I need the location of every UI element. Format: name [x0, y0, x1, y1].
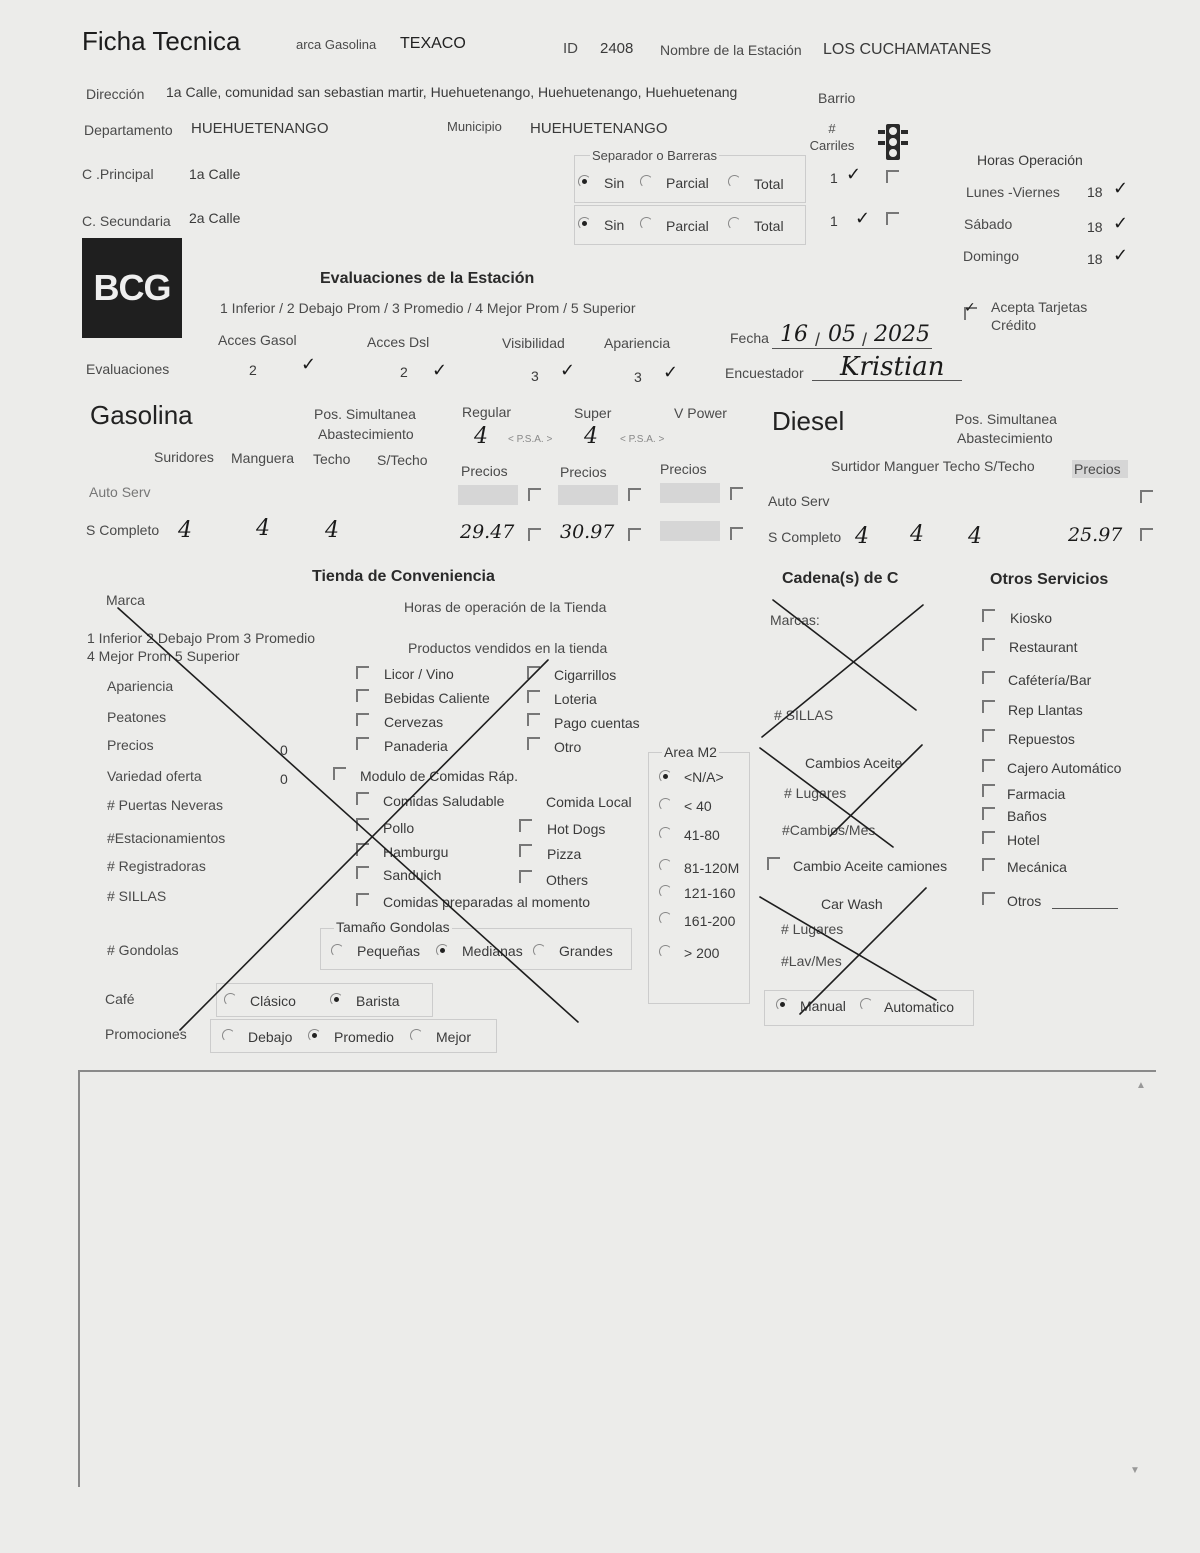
check-mark-icon: ✓	[663, 362, 679, 383]
mejor-label: Mejor	[436, 1029, 472, 1045]
diesel-pos-label-1: Pos. Simultanea	[955, 411, 1057, 427]
evaluations-scale: 1 Inferior / 2 Debajo Prom / 3 Promedio / 4 Mejor Prom / 5 Superior	[220, 300, 636, 316]
pequenas-label: Pequeñas	[357, 943, 421, 959]
otros-item-5: Cajero Automático	[1007, 760, 1122, 776]
loteria-label: Loteria	[554, 691, 597, 707]
regular-precios-label: Precios	[461, 463, 508, 479]
check-mark-icon: ✓	[1113, 213, 1129, 234]
muni-label: Municipio	[447, 119, 502, 134]
vis-label: Visibilidad	[502, 335, 565, 351]
promedio-label: Promedio	[334, 1029, 394, 1045]
preparadas-label: Comidas preparadas al momento	[383, 894, 590, 910]
otros-item-3: Rep Llantas	[1008, 702, 1083, 718]
diesel-full-techo: 4	[968, 524, 982, 549]
area-opt-3: 81-120M	[684, 860, 740, 876]
area-title: Area M2	[664, 744, 717, 760]
clasico-label: Clásico	[250, 993, 296, 1009]
diesel-full-mang: 4	[910, 522, 924, 547]
col-manguera: Manguera	[231, 450, 295, 466]
secondary-value: 2a Calle	[189, 210, 241, 226]
carwash-title: Car Wash	[821, 896, 883, 912]
area-opt-2: 41-80	[684, 827, 720, 843]
fecha-year: 2025	[874, 322, 930, 347]
debajo-label: Debajo	[248, 1029, 293, 1045]
comida-local-label: Comida Local	[546, 794, 632, 810]
tienda-scale-2: 4 Mejor Prom 5 Superior	[87, 648, 240, 664]
tienda-products-label: Productos vendidos en la tienda	[408, 640, 608, 656]
acc-dsl-label: Acces Dsl	[367, 334, 430, 350]
tienda-promos: Promociones	[105, 1026, 187, 1042]
otros-item-10: Otros	[1007, 893, 1042, 909]
tienda-gondolas: # Gondolas	[107, 942, 179, 958]
muni-value: HUEHUETENANGO	[530, 120, 668, 137]
otros-item-9: Mecánica	[1007, 859, 1067, 875]
encuestador-value: Kristian	[840, 352, 945, 382]
bebidas-label: Bebidas Caliente	[384, 690, 490, 706]
tienda-peatones: Peatones	[107, 709, 167, 725]
cadena-title: Cadena(s) de C	[782, 570, 899, 587]
regular-psa: < P.S.A. >	[508, 434, 553, 445]
secondary-label: C. Secundaria	[82, 213, 171, 229]
tienda-hours-label: Horas de operación de la Tienda	[404, 599, 607, 615]
pago-label: Pago cuentas	[554, 715, 640, 731]
fecha-day: 16	[780, 322, 808, 347]
tienda-precios-value: 0	[280, 742, 288, 758]
otros-item-6: Farmacia	[1007, 786, 1066, 802]
diesel-precios-label: Precios	[1074, 461, 1121, 477]
sep2-sin-label: Sin	[604, 217, 625, 233]
dept-label: Departamento	[84, 122, 173, 138]
tienda-estac: #Estacionamientos	[107, 830, 226, 846]
cervezas-label: Cervezas	[384, 714, 444, 730]
station-label: Nombre de la Estación	[660, 42, 802, 58]
super-precios-label: Precios	[560, 464, 607, 480]
app-label: Apariencia	[604, 335, 671, 351]
brand-value: TEXACO	[400, 35, 466, 52]
automatico-label: Automatico	[884, 999, 955, 1015]
encuestador-label: Encuestador	[725, 365, 804, 381]
tienda-variedad: Variedad oferta	[107, 768, 202, 784]
sep1-sin-label: Sin	[604, 175, 625, 191]
document-page: Ficha Tecnica arca Gasolina TEXACO ID 2408 Nombre de la Estación LOS CUCHAMATANES Dirección 1a Calle, comunidad san sebastian martir, Huehuetenango, Huehuetenango, Huehuetenang Barrio Departamento HUEHUETENANGO Municipio HUEHUETENANGO C .Principal 1a Calle C. Secundaria 2a Calle Separador o Barreras Sin Parcial Total Sin Parcial Total # Carriles 1 ✓ 1 ✓ Horas Operación Lunes -Viernes 18 ✓ Sábado 18 ✓ Domingo 18 ✓ BCG Evaluaciones de la Estación 1 Inferior / 2 Debajo Prom / 3 Promedio / 4 Mejor Prom / 5 Superior Acces Gasol Acces Dsl Visibilidad Apariencia Evaluaciones 2 ✓ 2 ✓ 3 ✓ 3 ✓ ✓ Acepta Tarjetas Crédito Fecha 16 / 05 / 2025 Encuestador Kristian Gasolina Pos. Simultanea Abastecimiento Regular 4 < P.S.A. > Super 4 < P.S.A. > V Power Suridores Manguera Techo S/Techo Precios Precios Precios Auto Serv S Completo 4 4 4 29.47 30.97 Diesel Pos. Simultanea Abastecimiento Surtidor Manguer Techo S/Techo Precios Auto Serv S Completo 4 4 4 25.97 Tienda de Conveniencia Marca Horas de operación de la Tienda 1 Inferior 2 Debajo Prom 3 Promedio 4 Mejor Prom 5 Superior Productos vendidos en la tienda Apariencia Peatones Precios 0 Variedad oferta 0 # Puertas Neveras #Estacionamientos # Registradoras # SILLAS # Gondolas Café Promociones Licor / Vino Bebidas Caliente Cervezas Panaderia Cigarrillos Loteria Pago cuentas Otro Modulo de Comidas Ráp. Comidas Saludable Comida Local Pollo Hot Dogs Hamburgu Pizza Sanduich Others Comidas preparadas al momento Tamaño Gondolas Pequeñas Medianas Grandes Clásico Barista Debajo Promedio Mejor Area M2 <N/A> < 40 41-80 81-120M 121-160 161-200 > 200 Cadena(s) de C Marcas: # SILLAS Cambios Aceite # Lugares #Cambios/Mes Cambio Aceite camiones Car Wash # Lugares #Lav/Mes Manual Automatico Otros Servicios Kiosko Restaurant Cafétería/Bar Rep Llantas Repuestos Cajero Automático Farmacia Baños Hotel Mecánica Otros ▲ ▼	[0, 0, 1200, 1553]
pizza-label: Pizza	[547, 846, 582, 862]
gas-full-mang: 4	[256, 516, 270, 541]
diesel-title: Diesel	[772, 406, 845, 436]
dept-value: HUEHUETENANGO	[191, 120, 329, 137]
otros-item-1: Restaurant	[1009, 639, 1078, 655]
check-mark-icon: ✓	[432, 360, 448, 381]
regular-pos: 4	[474, 424, 488, 449]
app-value: 3	[634, 369, 642, 385]
super-pos: 4	[584, 424, 598, 449]
super-psa: < P.S.A. >	[620, 434, 665, 445]
diesel-price: 25.97	[1068, 524, 1123, 546]
id-label: ID	[563, 40, 578, 57]
regular-label: Regular	[462, 404, 512, 420]
fecha-label: Fecha	[730, 330, 769, 346]
camiones-label: Cambio Aceite camiones	[793, 858, 948, 874]
otros-item-4: Repuestos	[1008, 731, 1075, 747]
tienda-title: Tienda de Conveniencia	[312, 568, 495, 585]
area-opt-4: 121-160	[684, 885, 736, 901]
hours-sat-label: Sábado	[964, 216, 1013, 232]
acc-gas-label: Acces Gasol	[218, 332, 297, 348]
evaluations-title: Evaluaciones de la Estación	[320, 270, 535, 287]
cadena-marcas: Marcas:	[770, 612, 820, 628]
scroll-up-icon[interactable]: ▲	[1136, 1080, 1146, 1091]
hours-weekday-label: Lunes -Viernes	[966, 184, 1060, 200]
bcg-logo: BCG	[82, 238, 182, 338]
check-mark-icon: ✓	[301, 354, 317, 375]
gas-pos-label-2: Abastecimiento	[318, 426, 414, 442]
acc-gas-value: 2	[249, 362, 257, 378]
col-techo: Techo	[313, 451, 351, 467]
cambios-mes: #Cambios/Mes	[782, 822, 876, 838]
sep2-total-label: Total	[754, 218, 784, 234]
evaluations-row-label: Evaluaciones	[86, 361, 170, 377]
principal-label: C .Principal	[82, 166, 154, 182]
cambios-title: Cambios Aceite	[805, 755, 903, 771]
barista-label: Barista	[356, 993, 400, 1009]
otros-item-8: Hotel	[1007, 832, 1040, 848]
vpower-label: V Power	[674, 405, 727, 421]
tienda-variedad-value: 0	[280, 771, 288, 787]
hours-sat-value: 18	[1087, 219, 1103, 235]
col-surtidores: Suridores	[154, 449, 214, 465]
acc-dsl-value: 2	[400, 364, 408, 380]
check-mark-icon: ✓	[1113, 178, 1129, 199]
scroll-down-icon[interactable]: ▼	[1130, 1465, 1140, 1476]
otros-title: Otros Servicios	[990, 571, 1109, 588]
tienda-marca: Marca	[106, 592, 145, 608]
area-opt-1: < 40	[684, 798, 712, 814]
diesel-auto-label: Auto Serv	[768, 493, 830, 509]
check-mark-icon: ✓	[1113, 245, 1129, 266]
otros-item-0: Kiosko	[1010, 610, 1053, 626]
otros-item-7: Baños	[1007, 808, 1047, 824]
tienda-regis: # Registradoras	[107, 858, 206, 874]
principal-value: 1a Calle	[189, 166, 241, 182]
address-value: 1a Calle, comunidad san sebastian martir, Huehuetenango, Huehuetenango, Huehuetenang	[166, 84, 738, 100]
tienda-scale-1: 1 Inferior 2 Debajo Prom 3 Promedio	[87, 630, 315, 646]
tienda-apariencia: Apariencia	[107, 678, 174, 694]
check-mark-icon: ✓	[964, 300, 976, 316]
saludable-label: Comidas Saludable	[383, 793, 505, 809]
sanduich-label: Sanduich	[383, 867, 442, 883]
check-mark-icon: ✓	[560, 360, 576, 381]
otros-item-2: Cafétería/Bar	[1008, 672, 1092, 688]
gas-pos-label-1: Pos. Simultanea	[314, 406, 416, 422]
diesel-cols: Surtidor Manguer Techo S/Techo	[831, 458, 1035, 474]
gas-full-techo: 4	[325, 518, 339, 543]
id-value: 2408	[600, 40, 634, 57]
grandes-label: Grandes	[559, 943, 613, 959]
others-label: Others	[546, 872, 589, 888]
pollo-label: Pollo	[383, 820, 415, 836]
barrio-label: Barrio	[818, 90, 856, 106]
gas-auto-label: Auto Serv	[89, 484, 151, 500]
panaderia-label: Panaderia	[384, 738, 448, 754]
cambios-lugares: # Lugares	[784, 785, 847, 801]
vis-value: 3	[531, 368, 539, 384]
cadena-sillas: # SILLAS	[774, 707, 834, 723]
lanes-label: # Carriles	[809, 121, 855, 153]
col-stecho: S/Techo	[377, 452, 428, 468]
carwash-lugares: # Lugares	[781, 921, 844, 937]
modulo-label: Modulo de Comidas Ráp.	[360, 768, 518, 784]
area-opt-0: <N/A>	[684, 769, 724, 785]
tienda-sillas: # SILLAS	[107, 888, 167, 904]
regular-price: 29.47	[460, 521, 515, 543]
gas-full-surt: 4	[178, 518, 192, 543]
medianas-label: Medianas	[462, 943, 523, 959]
gondola-title: Tamaño Gondolas	[336, 919, 450, 935]
sep1-parcial-label: Parcial	[666, 175, 709, 191]
gas-full-label: S Completo	[86, 522, 160, 538]
vpower-precios-label: Precios	[660, 461, 707, 477]
carwash-lav: #Lav/Mes	[781, 953, 842, 969]
super-label: Super	[574, 405, 612, 421]
gasolina-title: Gasolina	[90, 400, 193, 430]
station-value: LOS CUCHAMATANES	[823, 41, 992, 58]
lanes-2-value: 1	[830, 213, 838, 229]
cards-label: Acepta Tarjetas Crédito	[991, 299, 1088, 333]
licor-label: Licor / Vino	[384, 666, 454, 682]
check-mark-icon: ✓	[855, 208, 871, 229]
hours-sun-value: 18	[1087, 251, 1103, 267]
diesel-full-label: S Completo	[768, 529, 842, 545]
hours-weekday-value: 18	[1087, 184, 1103, 200]
manual-label: Manual	[800, 998, 846, 1014]
hamburgu-label: Hamburgu	[383, 844, 449, 860]
hours-sun-label: Domingo	[963, 248, 1020, 264]
brand-label: arca Gasolina	[296, 37, 377, 52]
fecha-month: 05	[828, 322, 856, 347]
hotdogs-label: Hot Dogs	[547, 821, 606, 837]
sep2-parcial-label: Parcial	[666, 218, 709, 234]
sep1-total-label: Total	[754, 176, 784, 192]
tienda-cafe: Café	[105, 991, 135, 1007]
area-opt-6: > 200	[684, 945, 720, 961]
separator-title: Separador o Barreras	[592, 148, 718, 163]
diesel-full-surt: 4	[855, 524, 869, 549]
hours-title: Horas Operación	[977, 152, 1083, 168]
page-title: Ficha Tecnica	[82, 26, 241, 56]
tienda-puertas: # Puertas Neveras	[107, 797, 223, 813]
tienda-precios: Precios	[107, 737, 154, 753]
check-mark-icon: ✓	[846, 164, 862, 185]
super-price: 30.97	[560, 521, 615, 543]
cigarrillos-label: Cigarrillos	[554, 667, 617, 683]
address-label: Dirección	[86, 86, 145, 102]
area-opt-5: 161-200	[684, 913, 736, 929]
diesel-pos-label-2: Abastecimiento	[957, 430, 1053, 446]
lanes-1-value: 1	[830, 170, 838, 186]
otro-label: Otro	[554, 739, 582, 755]
